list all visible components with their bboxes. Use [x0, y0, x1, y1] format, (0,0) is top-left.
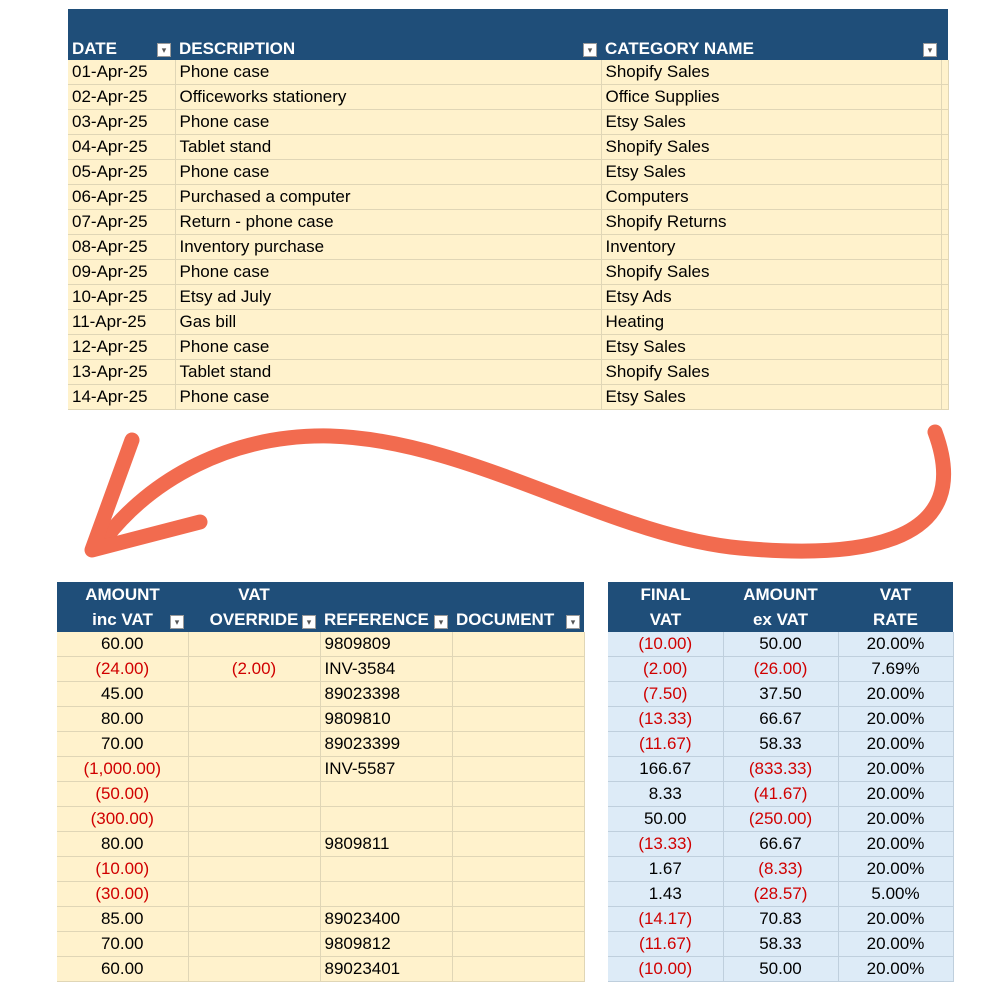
vat-rate-cell[interactable]: 20.00% — [838, 707, 953, 732]
amount-inc-vat-cell[interactable]: 70.00 — [57, 732, 188, 757]
date-cell[interactable]: 09-Apr-25 — [68, 260, 175, 285]
date-cell[interactable]: 08-Apr-25 — [68, 235, 175, 260]
final-vat-cell[interactable]: (11.67) — [608, 732, 723, 757]
reference-cell[interactable]: 9809810 — [320, 707, 452, 732]
document-cell[interactable] — [452, 882, 584, 907]
table-row — [57, 632, 584, 657]
row-spacer — [941, 285, 948, 310]
vat-override-cell[interactable] — [188, 932, 320, 957]
table-row — [68, 110, 948, 135]
amount-ex-vat-cell[interactable]: (250.00) — [723, 807, 838, 832]
amount-ex-vat-cell[interactable]: 50.00 — [723, 957, 838, 982]
table-row — [68, 385, 948, 410]
vat-rate-cell[interactable]: 20.00% — [838, 757, 953, 782]
header-spacer — [941, 9, 948, 60]
table-row — [608, 957, 953, 982]
table-row — [57, 832, 584, 857]
vat-override-cell[interactable] — [188, 782, 320, 807]
description-cell[interactable]: Tablet stand — [175, 135, 601, 160]
row-spacer — [941, 60, 948, 85]
table-row — [68, 260, 948, 285]
amount-inc-vat-cell[interactable]: (10.00) — [57, 857, 188, 882]
description-cell[interactable]: Etsy ad July — [175, 285, 601, 310]
table-row — [68, 335, 948, 360]
table-row — [57, 807, 584, 832]
category-cell[interactable]: Computers — [601, 185, 941, 210]
final-vat-header: FINAL VAT — [608, 582, 723, 632]
vat-override-cell[interactable] — [188, 682, 320, 707]
amount-inc-vat-cell[interactable]: (30.00) — [57, 882, 188, 907]
description-cell[interactable]: Inventory purchase — [175, 235, 601, 260]
table-row — [57, 707, 584, 732]
vat-override-cell[interactable] — [188, 907, 320, 932]
vat-override-header: VAT OVERRIDE ▾ — [188, 582, 320, 632]
description-cell[interactable]: Tablet stand — [175, 360, 601, 385]
description-cell[interactable]: Phone case — [175, 160, 601, 185]
document-cell[interactable] — [452, 857, 584, 882]
description-cell[interactable]: Return - phone case — [175, 210, 601, 235]
table-row — [608, 757, 953, 782]
vat-override-cell[interactable] — [188, 832, 320, 857]
date-cell[interactable]: 04-Apr-25 — [68, 135, 175, 160]
date-cell[interactable]: 14-Apr-25 — [68, 385, 175, 410]
category-header: CATEGORY NAME ▾ — [601, 9, 941, 60]
amount-ex-vat-cell[interactable]: (8.33) — [723, 857, 838, 882]
amount-ex-vat-cell[interactable]: 50.00 — [723, 632, 838, 657]
date-cell[interactable]: 07-Apr-25 — [68, 210, 175, 235]
table-row — [608, 907, 953, 932]
vat-rate-cell[interactable]: 20.00% — [838, 957, 953, 982]
category-cell[interactable]: Heating — [601, 310, 941, 335]
category-cell[interactable]: Inventory — [601, 235, 941, 260]
amount-inc-vat-cell[interactable]: (50.00) — [57, 782, 188, 807]
table-row — [68, 185, 948, 210]
amount-ex-vat-cell[interactable]: (41.67) — [723, 782, 838, 807]
date-cell[interactable]: 10-Apr-25 — [68, 285, 175, 310]
reference-cell[interactable]: 9809811 — [320, 832, 452, 857]
final-vat-cell[interactable]: (10.00) — [608, 957, 723, 982]
table-row — [68, 60, 948, 85]
sort-filter-icon[interactable]: ▾ — [157, 43, 171, 57]
document-cell[interactable] — [452, 757, 584, 782]
table-row — [57, 932, 584, 957]
description-cell[interactable]: Phone case — [175, 385, 601, 410]
table-row — [57, 957, 584, 982]
arrow-head — [92, 440, 200, 550]
table-row — [68, 310, 948, 335]
final-vat-cell[interactable]: (13.33) — [608, 832, 723, 857]
row-spacer — [941, 185, 948, 210]
final-vat-cell[interactable]: 1.67 — [608, 857, 723, 882]
row-spacer — [941, 210, 948, 235]
reference-cell[interactable]: 89023399 — [320, 732, 452, 757]
date-cell[interactable]: 02-Apr-25 — [68, 85, 175, 110]
amount-ex-vat-cell[interactable]: (833.33) — [723, 757, 838, 782]
table-row — [608, 657, 953, 682]
vat-override-cell[interactable] — [188, 882, 320, 907]
row-spacer — [941, 360, 948, 385]
reference-cell[interactable] — [320, 782, 452, 807]
table-row — [57, 907, 584, 932]
amount-ex-vat-cell[interactable]: 37.50 — [723, 682, 838, 707]
table-row — [57, 682, 584, 707]
amount-inc-vat-cell[interactable]: (1,000.00) — [57, 757, 188, 782]
table-row — [608, 732, 953, 757]
row-spacer — [941, 85, 948, 110]
filter-dropdown-icon[interactable]: ▾ — [170, 615, 184, 629]
final-vat-cell[interactable]: 1.43 — [608, 882, 723, 907]
table-row — [57, 882, 584, 907]
category-cell[interactable]: Shopify Sales — [601, 135, 941, 160]
document-cell[interactable] — [452, 707, 584, 732]
final-vat-cell[interactable]: (7.50) — [608, 682, 723, 707]
document-cell[interactable] — [452, 907, 584, 932]
reference-cell[interactable] — [320, 857, 452, 882]
amount-ex-vat-cell[interactable]: (28.57) — [723, 882, 838, 907]
amount-ex-vat-cell[interactable]: 66.67 — [723, 707, 838, 732]
reference-header: REFERENCE ▾ — [320, 582, 452, 632]
vat-rate-cell[interactable]: 20.00% — [838, 932, 953, 957]
vat-override-cell[interactable] — [188, 957, 320, 982]
reference-cell[interactable]: 89023400 — [320, 907, 452, 932]
document-cell[interactable] — [452, 932, 584, 957]
table-row — [608, 857, 953, 882]
amount-ex-vat-header: AMOUNT ex VAT — [723, 582, 838, 632]
row-spacer — [941, 110, 948, 135]
document-cell[interactable] — [452, 682, 584, 707]
table-row — [57, 782, 584, 807]
date-cell[interactable]: 06-Apr-25 — [68, 185, 175, 210]
reference-cell[interactable]: 9809809 — [320, 632, 452, 657]
filter-dropdown-icon[interactable]: ▾ — [583, 43, 597, 57]
description-header: DESCRIPTION ▾ — [175, 9, 601, 60]
vat-calculation-table — [608, 582, 954, 982]
vat-rate-cell[interactable]: 20.00% — [838, 857, 953, 882]
vat-rate-cell[interactable]: 20.00% — [838, 832, 953, 857]
vat-override-cell[interactable] — [188, 807, 320, 832]
category-cell[interactable]: Etsy Ads — [601, 285, 941, 310]
document-cell[interactable] — [452, 657, 584, 682]
reference-cell[interactable]: 89023401 — [320, 957, 452, 982]
amount-inc-vat-cell[interactable]: 80.00 — [57, 707, 188, 732]
table-row — [57, 732, 584, 757]
amount-ex-vat-cell[interactable]: (26.00) — [723, 657, 838, 682]
reference-cell[interactable]: 89023398 — [320, 682, 452, 707]
final-vat-cell[interactable]: 166.67 — [608, 757, 723, 782]
category-cell[interactable]: Office Supplies — [601, 85, 941, 110]
reference-cell[interactable] — [320, 882, 452, 907]
amount-ex-vat-cell[interactable]: 58.33 — [723, 732, 838, 757]
document-cell[interactable] — [452, 732, 584, 757]
date-cell[interactable]: 05-Apr-25 — [68, 160, 175, 185]
description-cell[interactable]: Phone case — [175, 260, 601, 285]
date-cell[interactable]: 13-Apr-25 — [68, 360, 175, 385]
amount-inc-vat-header: AMOUNT inc VAT ▾ — [57, 582, 188, 632]
vat-rate-cell[interactable]: 20.00% — [838, 732, 953, 757]
table-row — [608, 632, 953, 657]
document-cell[interactable] — [452, 782, 584, 807]
vat-override-cell[interactable] — [188, 757, 320, 782]
final-vat-cell[interactable]: (13.33) — [608, 707, 723, 732]
amount-inc-vat-cell[interactable]: (24.00) — [57, 657, 188, 682]
date-cell[interactable]: 01-Apr-25 — [68, 60, 175, 85]
vat-rate-cell[interactable]: 20.00% — [838, 782, 953, 807]
description-cell[interactable]: Purchased a computer — [175, 185, 601, 210]
filter-dropdown-icon[interactable]: ▾ — [566, 615, 580, 629]
row-spacer — [941, 260, 948, 285]
description-cell[interactable]: Phone case — [175, 335, 601, 360]
amounts-table — [57, 582, 585, 982]
amount-inc-vat-cell[interactable]: 70.00 — [57, 932, 188, 957]
document-cell[interactable] — [452, 807, 584, 832]
final-vat-cell[interactable]: 8.33 — [608, 782, 723, 807]
table-row — [608, 882, 953, 907]
table-row — [68, 360, 948, 385]
description-cell[interactable]: Gas bill — [175, 310, 601, 335]
amount-inc-vat-cell[interactable]: (300.00) — [57, 807, 188, 832]
table-row — [68, 210, 948, 235]
category-cell[interactable]: Shopify Returns — [601, 210, 941, 235]
final-vat-cell[interactable]: (2.00) — [608, 657, 723, 682]
row-spacer — [941, 160, 948, 185]
table-row — [608, 832, 953, 857]
header-row — [57, 582, 584, 632]
vat-override-cell[interactable] — [188, 632, 320, 657]
table-row — [608, 707, 953, 732]
filter-dropdown-icon[interactable]: ▾ — [923, 43, 937, 57]
amount-ex-vat-cell[interactable]: 70.83 — [723, 907, 838, 932]
document-header: DOCUMENT ▾ — [452, 582, 584, 632]
amount-inc-vat-cell[interactable]: 60.00 — [57, 632, 188, 657]
vat-rate-cell[interactable]: 5.00% — [838, 882, 953, 907]
table-row — [68, 285, 948, 310]
document-cell[interactable] — [452, 632, 584, 657]
vat-override-cell[interactable] — [188, 732, 320, 757]
amount-ex-vat-cell[interactable]: 58.33 — [723, 932, 838, 957]
amount-inc-vat-cell[interactable]: 45.00 — [57, 682, 188, 707]
document-cell[interactable] — [452, 832, 584, 857]
category-cell[interactable]: Etsy Sales — [601, 160, 941, 185]
row-spacer — [941, 135, 948, 160]
vat-rate-cell[interactable]: 7.69% — [838, 657, 953, 682]
header-row — [68, 9, 948, 60]
amount-ex-vat-cell[interactable]: 66.67 — [723, 832, 838, 857]
reference-cell[interactable]: 9809812 — [320, 932, 452, 957]
row-spacer — [941, 335, 948, 360]
table-row — [57, 657, 584, 682]
filter-dropdown-icon[interactable]: ▾ — [302, 615, 316, 629]
vat-rate-cell[interactable]: 20.00% — [838, 807, 953, 832]
category-cell[interactable]: Shopify Sales — [601, 60, 941, 85]
document-cell[interactable] — [452, 957, 584, 982]
vat-override-cell[interactable] — [188, 707, 320, 732]
vat-rate-cell[interactable]: 20.00% — [838, 907, 953, 932]
row-spacer — [941, 385, 948, 410]
date-cell[interactable]: 11-Apr-25 — [68, 310, 175, 335]
reference-cell[interactable]: INV-5587 — [320, 757, 452, 782]
header-row — [608, 582, 953, 632]
filter-dropdown-icon[interactable]: ▾ — [434, 615, 448, 629]
final-vat-cell[interactable]: (14.17) — [608, 907, 723, 932]
table-row — [57, 757, 584, 782]
vat-rate-cell[interactable]: 20.00% — [838, 632, 953, 657]
category-cell[interactable]: Shopify Sales — [601, 360, 941, 385]
category-cell[interactable]: Etsy Sales — [601, 385, 941, 410]
table-row — [68, 85, 948, 110]
category-cell[interactable]: Shopify Sales — [601, 260, 941, 285]
arrow-curve — [104, 432, 944, 551]
amount-inc-vat-cell[interactable]: 80.00 — [57, 832, 188, 857]
category-cell[interactable]: Etsy Sales — [601, 110, 941, 135]
reference-cell[interactable]: INV-3584 — [320, 657, 452, 682]
vat-rate-cell[interactable]: 20.00% — [838, 682, 953, 707]
table-row — [57, 857, 584, 882]
table-row — [68, 160, 948, 185]
table-row — [608, 682, 953, 707]
date-cell[interactable]: 03-Apr-25 — [68, 110, 175, 135]
category-cell[interactable]: Etsy Sales — [601, 335, 941, 360]
amount-inc-vat-cell[interactable]: 60.00 — [57, 957, 188, 982]
vat-rate-header: VAT RATE — [838, 582, 953, 632]
description-cell[interactable]: Officeworks stationery — [175, 85, 601, 110]
table-row — [68, 235, 948, 260]
table-row — [608, 807, 953, 832]
description-cell[interactable]: Phone case — [175, 60, 601, 85]
final-vat-cell[interactable]: 50.00 — [608, 807, 723, 832]
final-vat-cell[interactable]: (10.00) — [608, 632, 723, 657]
amount-inc-vat-cell[interactable]: 85.00 — [57, 907, 188, 932]
description-cell[interactable]: Phone case — [175, 110, 601, 135]
reference-cell[interactable] — [320, 807, 452, 832]
vat-override-cell[interactable]: (2.00) — [188, 657, 320, 682]
date-cell[interactable]: 12-Apr-25 — [68, 335, 175, 360]
row-spacer — [941, 235, 948, 260]
transactions-table — [68, 9, 949, 410]
table-row — [68, 135, 948, 160]
vat-override-cell[interactable] — [188, 857, 320, 882]
table-row — [608, 782, 953, 807]
row-spacer — [941, 310, 948, 335]
table-row — [608, 932, 953, 957]
final-vat-cell[interactable]: (11.67) — [608, 932, 723, 957]
date-header: DATE ▾ — [68, 9, 175, 60]
